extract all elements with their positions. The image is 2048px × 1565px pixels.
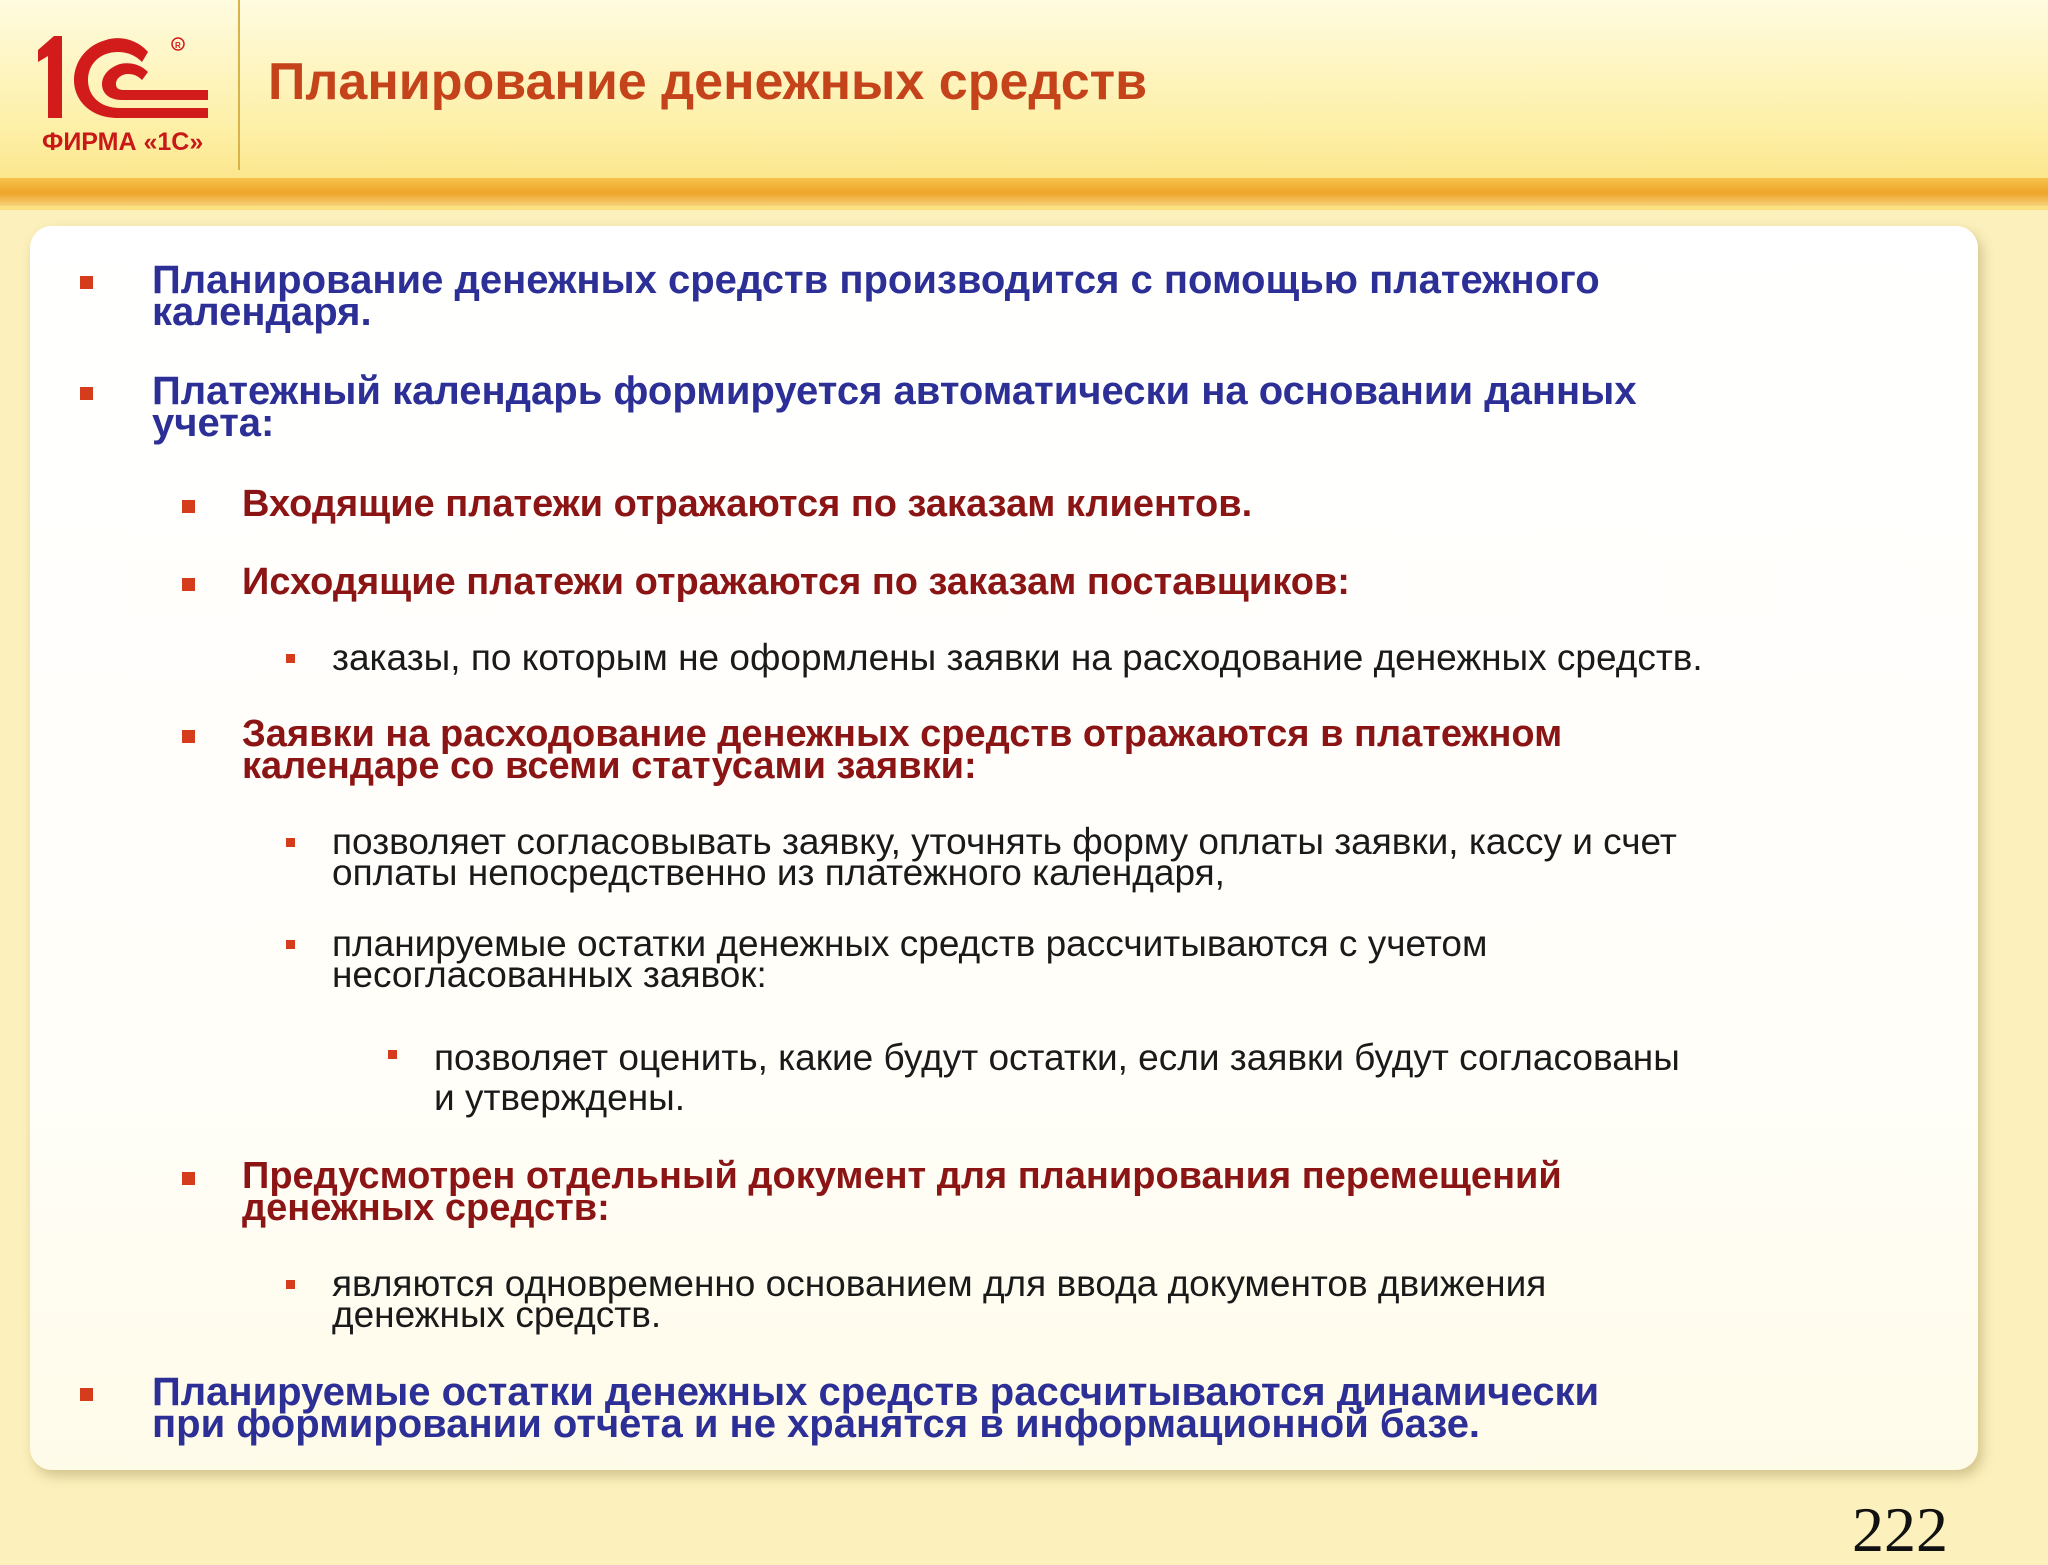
bullet-item [152,369,1637,445]
bullet-text: заказы, по которым не оформлены заявки на расходование денежных средств. [332,637,1703,678]
bullet-item [242,561,1350,603]
bullet-marker-icon [80,1388,93,1401]
bullet-item [332,637,1703,678]
bullet-item [242,713,1563,787]
bullet-text: Заявки на расходование денежных средств отражаются в платежном календаре со всеми статусами заявки: [242,713,1563,787]
bullet-text: Планируемые остатки денежных средств рассчитываются динамически при формировании отчета и не хранятся в информационной базе. [152,1370,1600,1446]
bullet-item [332,821,1677,893]
bullet-marker-icon [182,730,195,743]
bullet-text: планируемые остатки денежных средств рассчитываются с учетом несогласованных заявок: [332,923,1488,995]
bullet-marker-icon [182,578,195,591]
svg-text:R: R [175,41,181,50]
bullet-text: являются одновременно основанием для ввода документов движения денежных средств. [332,1263,1547,1335]
bullet-item [242,1155,1562,1229]
bullet-marker-icon [182,1172,195,1185]
bullet-text: позволяет согласовывать заявку, уточнять форму оплаты заявки, кассу и счет оплаты непосредственно из платежного календаря, [332,821,1677,893]
bullet-text: позволяет оценить, какие будут остатки, если заявки будут согласованы и утверждены. [434,1037,1680,1118]
bullet-marker-icon [80,276,93,289]
bullet-item [332,923,1488,995]
bullet-text: Платежный календарь формируется автоматически на основании данных учета: [152,369,1637,445]
bullet-marker-icon [286,654,295,663]
bullet-marker-icon [286,940,295,949]
bullet-text: Входящие платежи отражаются по заказам клиентов. [242,483,1253,525]
bullet-item [434,1038,1680,1118]
bullet-item [152,1370,1600,1446]
bullet-marker-icon [182,500,195,513]
bullet-marker-icon [286,1280,295,1289]
bullet-marker-icon [80,387,93,400]
bullet-text: Исходящие платежи отражаются по заказам поставщиков: [242,561,1350,603]
bullet-text: Предусмотрен отдельный документ для планирования перемещений денежных средств: [242,1155,1562,1229]
page-number: 222 [1852,1494,1948,1565]
bullet-item [332,1263,1547,1335]
page-title: Планирование денежных средств [268,53,1148,111]
bullet-marker-icon [388,1050,397,1059]
logo-caption: ФИРМА «1С» [42,128,204,156]
bullet-text: Планирование денежных средств производится с помощью платежного календаря. [152,258,1600,334]
bullet-item [242,483,1253,525]
bullet-marker-icon [286,838,295,847]
bullet-item [152,258,1600,334]
